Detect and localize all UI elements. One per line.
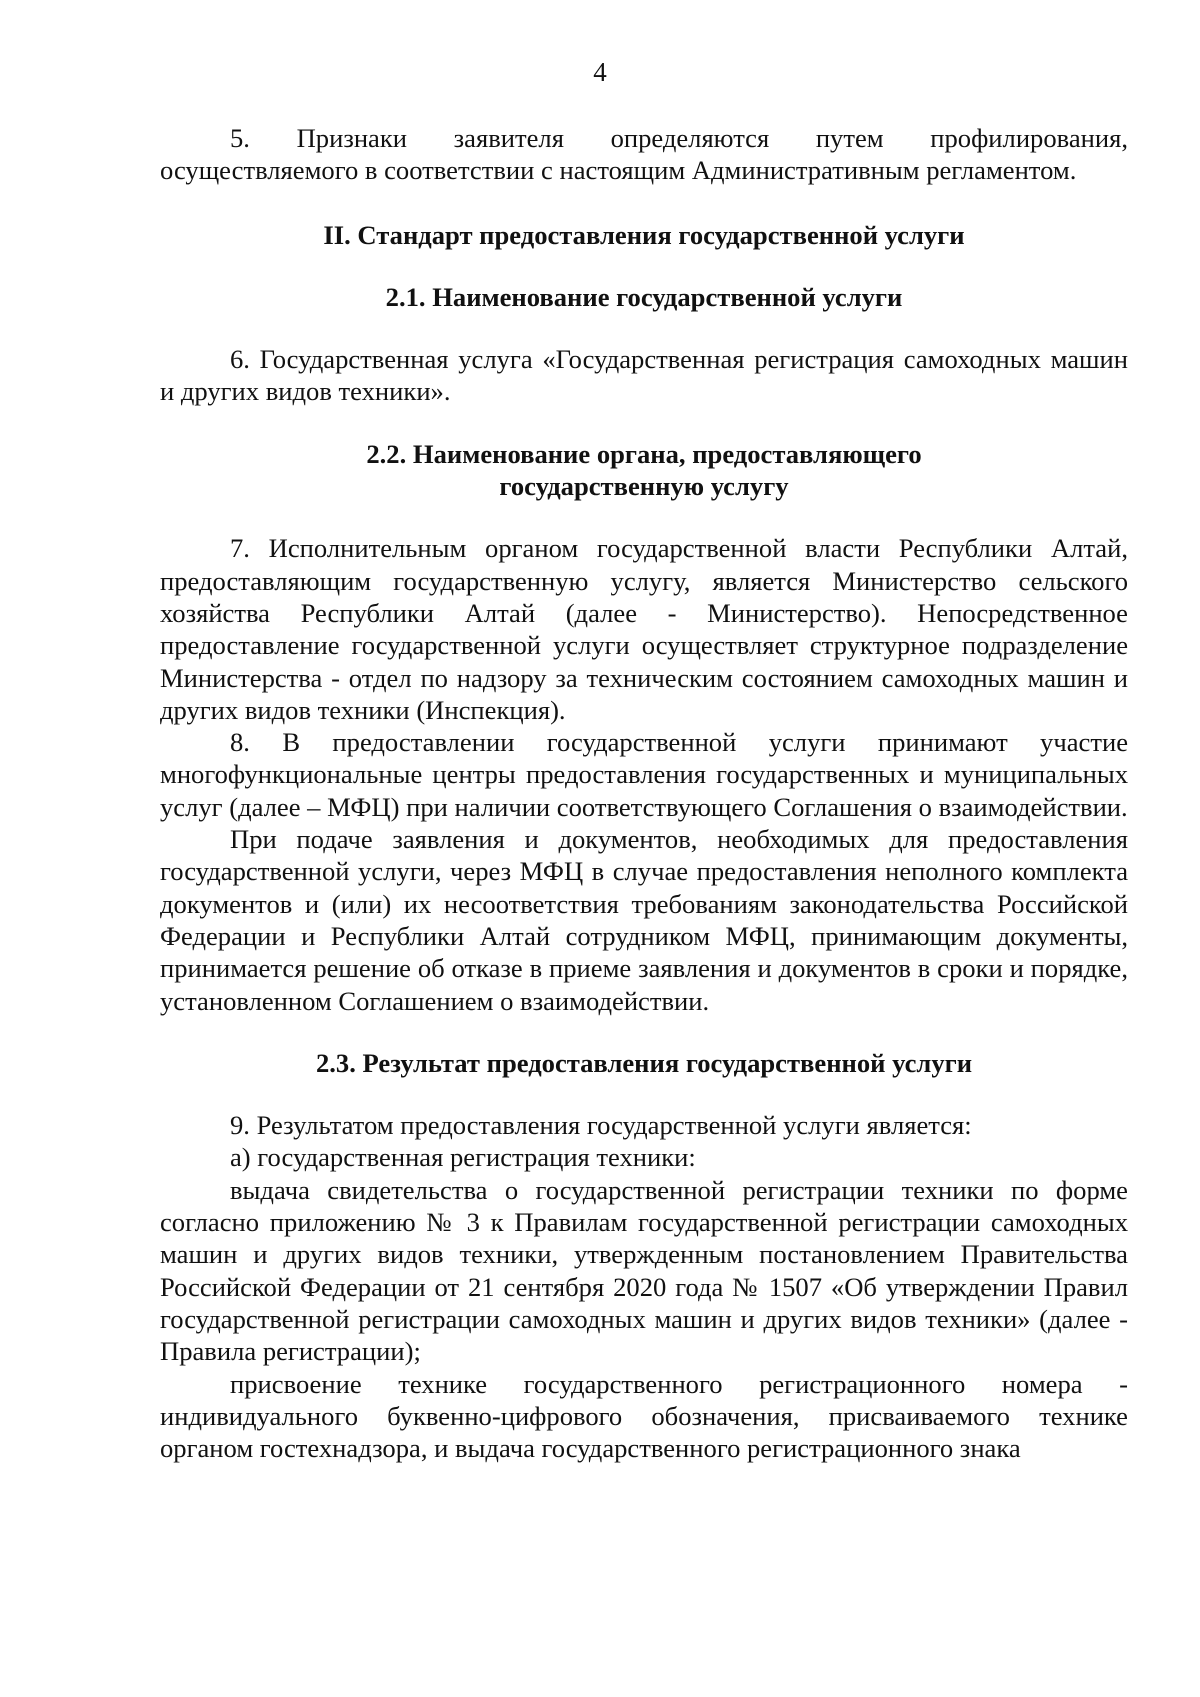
document-body [160,122,1128,1464]
paragraph-9-a-1: выдача свидетельства о государственной регистрации техники по форме согласно приложению № 3 к Правилам государственной регистрации самоходных машин и других видов техники, утвержденным постановлением Правительства Российской Федерации от 21 сентября 2020 года № 1507 «Об утверждении Правил государственной регистрации самоходных машин и других видов техники» (далее - Правила регистрации); [160,1174,1128,1367]
paragraph-8-continued: При подаче заявления и документов, необходимых для предоставления государственной услуги, через МФЦ в случае предоставления неполного комплекта документов и (или) их несоответствия требованиям законодательства Российской Федерации и Республики Алтай сотрудником МФЦ, принимающим документы, принимается решение об отказе в приеме заявления и документов в сроки и порядке, установленном Соглашением о взаимодействии. [160,824,1128,1016]
paragraph-7: 7. Исполнительным органом государственной власти Республики Алтай, предоставляющим государственную услугу, является Министерство сельского хозяйства Республики Алтай (далее - Министерство). Непосредственное предоставление государственной услуги осуществляет структурное подразделение Министерства - отдел по надзору за техническим состоянием самоходных машин и других видов техники (Инспекция). [160,533,1128,725]
paragraph-6: 6. Государственная услуга «Государственная регистрация самоходных машин и других видов техники». [160,344,1128,407]
spacer [160,1017,1128,1047]
spacer [160,502,1128,532]
subsection-heading-2-2-line-1: 2.2. Наименование органа, предоставляющего [366,438,922,469]
paragraph-9: 9. Результатом предоставления государственной услуги является: [230,1110,972,1141]
paragraph-8: 8. В предоставлении государственной услуги принимают участие многофункциональные центры предоставления государственных и муниципальных услуг (далее – МФЦ) при наличии соответствующего Соглашения о взаимодействии. [160,727,1128,822]
spacer [160,408,1128,438]
section-heading-ii: II. Стандарт предоставления государственной услуги [323,219,965,250]
subsection-heading-2-2-line-2: государственную услугу [499,471,789,502]
paragraph-9-a: а) государственная регистрация техники: [230,1142,696,1173]
subsection-heading-2-1: 2.1. Наименование государственной услуги [385,281,903,312]
spacer [160,313,1128,343]
spacer [160,251,1128,281]
page-number: 4 [593,57,607,87]
subsection-heading-2-3: 2.3. Результат предоставления государственной услуги [315,1047,973,1078]
spacer [160,1079,1128,1109]
spacer [160,187,1128,219]
paragraph-9-a-2: присвоение технике государственного регистрационного номера - индивидуального буквенно-цифрового обозначения, присваиваемого технике органом гостехнадзора, и выдача государственного регистрационного знака [160,1368,1128,1464]
paragraph-5: 5. Признаки заявителя определяются путем профилирования, осуществляемого в соответствии с настоящим Административным регламентом. [160,123,1128,186]
